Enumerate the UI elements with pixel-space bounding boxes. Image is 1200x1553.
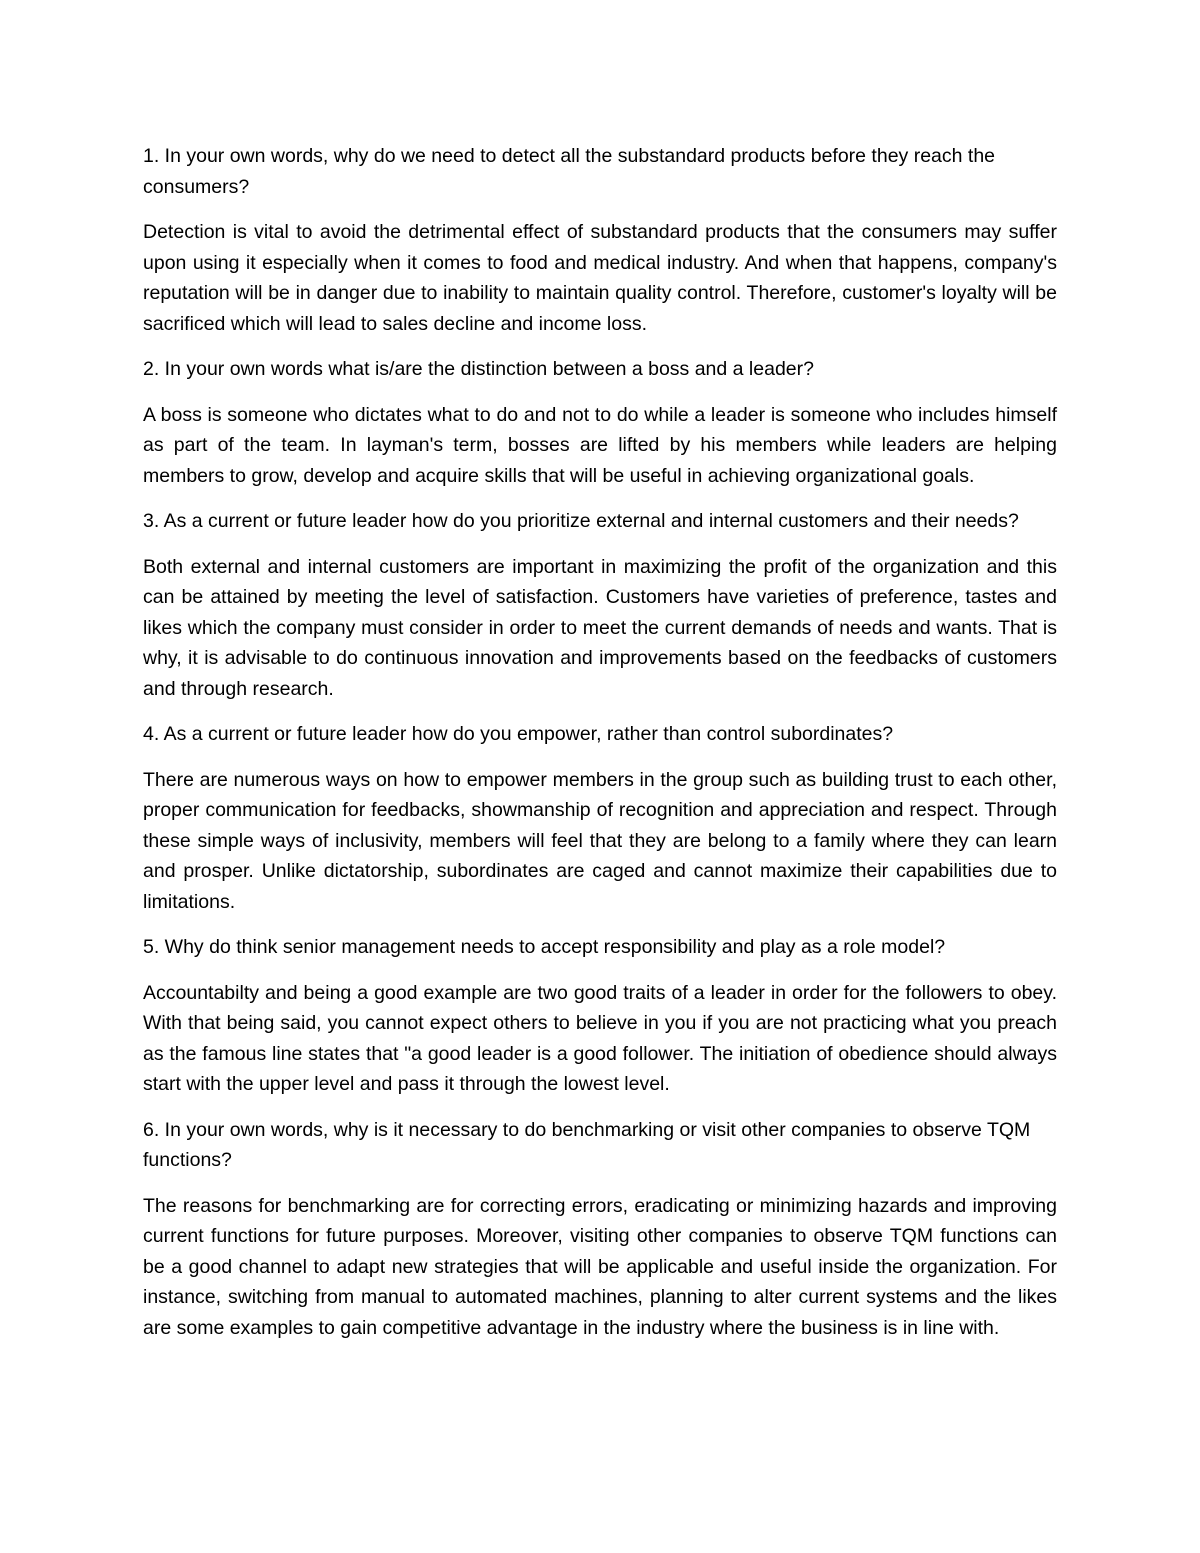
document-body [143,141,1057,1358]
question-5: 5. Why do think senior management needs to accept responsibility and play as a role model? [143,936,946,958]
question-3: 3. As a current or future leader how do you prioritize external and internal customers and their needs? [143,510,1019,532]
question-1: 1. In your own words, why do we need to detect all the substandard products before they reach the consumers? [143,145,996,198]
answer-1: Detection is vital to avoid the detrimental effect of substandard products that the consumers may suffer upon using it especially when it comes to food and medical industry. And when that happens, company's reputation will be in danger due to inability to maintain quality control. Therefore, customer's loyalty will be sacrificed which will lead to sales decline and income loss. [143,221,1057,335]
answer-2: A boss is someone who dictates what to do and not to do while a leader is someone who includes himself as part of the team. In layman's term, bosses are lifted by his members while leaders are helping members to grow, develop and acquire skills that will be useful in achieving organizational goals. [143,403,1057,487]
question-2: 2. In your own words what is/are the distinction between a boss and a leader? [143,358,814,380]
question-6: 6. In your own words, why is it necessary to do benchmarking or visit other companies to observe TQM functions? [143,1118,1031,1171]
question-4: 4. As a current or future leader how do you empower, rather than control subordinates? [143,723,894,745]
answer-3: Both external and internal customers are important in maximizing the profit of the organization and this can be attained by meeting the level of satisfaction. Customers have varieties of preference, tastes and likes which the company must consider in order to meet the current demands of needs and wants. That is why, it is advisable to do continuous innovation and improvements based on the feedbacks of customers and through research. [143,555,1057,700]
answer-6: The reasons for benchmarking are for correcting errors, eradicating or minimizing hazards and improving current functions for future purposes. Moreover, visiting other companies to observe TQM functions can be a good channel to adapt new strategies that will be applicable and useful inside the organization. For instance, switching from manual to automated machines, planning to alter current systems and the likes are some examples to gain competitive advantage in the industry where the business is in line with. [143,1194,1057,1339]
answer-5: Accountabilty and being a good example are two good traits of a leader in order for the followers to obey. With that being said, you cannot expect others to believe in you if you are not practicing what you preach as the famous line states that "a good leader is a good follower. The initiation of obedience should always start with the upper level and pass it through the lowest level. [143,981,1057,1095]
answer-4: There are numerous ways on how to empower members in the group such as building trust to each other, proper communication for feedbacks, showmanship of recognition and appreciation and respect. Through these simple ways of inclusivity, members will feel that they are belong to a family where they can learn and prosper. Unlike dictatorship, subordinates are caged and cannot maximize their capabilities due to limitations. [143,768,1057,913]
